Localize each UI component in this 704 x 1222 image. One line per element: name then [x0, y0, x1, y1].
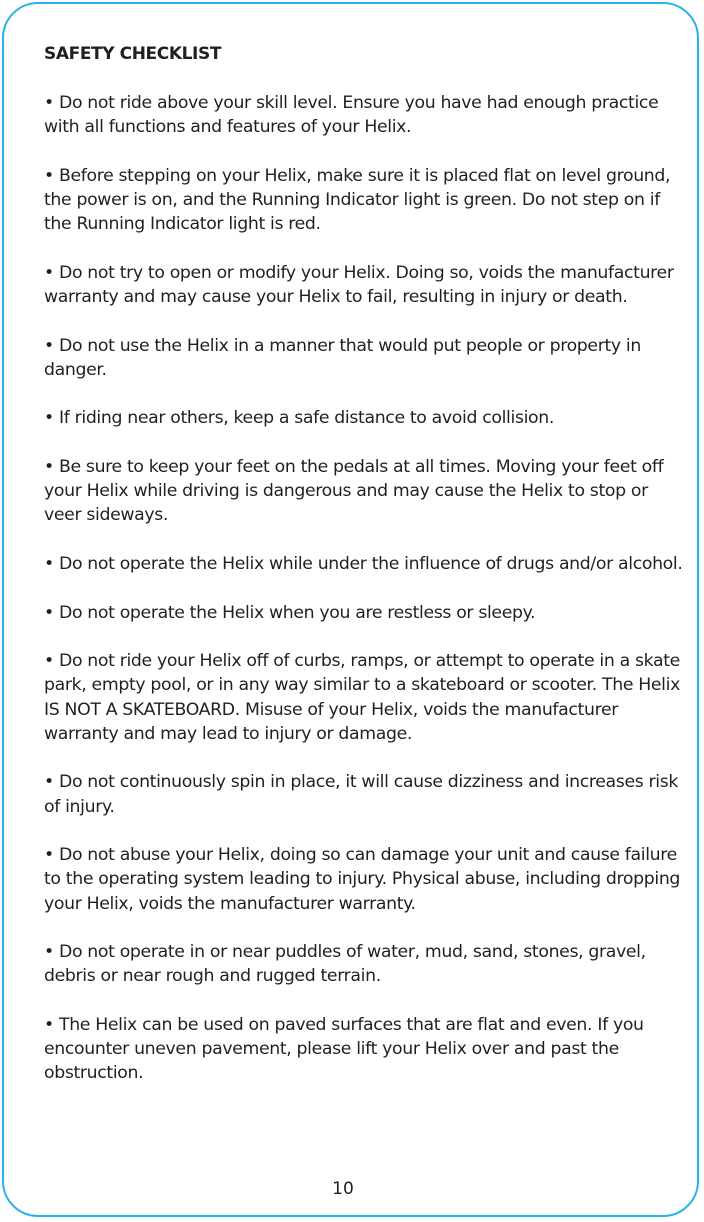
checklist-item: • Do not operate the Helix when you are restless or sleepy. — [44, 602, 536, 623]
checklist-item: • Do not ride above your skill level. Ensure you have had enough practice with all functions and features of your Helix. — [44, 93, 659, 138]
checklist-item: • The Helix can be used on paved surfaces that are flat and even. If you encounter uneven pavement, please lift your Helix over and past the obstruction. — [44, 1014, 644, 1084]
page-title: SAFETY CHECKLIST — [44, 44, 222, 64]
safety-checklist-section — [44, 42, 684, 1110]
checklist-item: • Do not abuse your Helix, doing so can damage your unit and cause failure to the operating system leading to injury. Physical abuse, including dropping your Helix, voids the manufacturer warranty. — [44, 845, 681, 914]
checklist-item: • Do not use the Helix in a manner that would put people or property in danger. — [44, 335, 641, 380]
page-number-container — [0, 1178, 704, 1200]
checklist-item: • Before stepping on your Helix, make sure it is placed flat on level ground, the power is on, and the Running Indicator light is green. Do not step on if the Running Indicator light is red. — [44, 165, 671, 235]
checklist-item: • Do not continuously spin in place, it will cause dizziness and increases risk of injury. — [44, 772, 679, 817]
checklist-item: • Do not operate in or near puddles of water, mud, sand, stones, gravel, debris or near rough and rugged terrain. — [44, 942, 646, 987]
checklist-item: • Do not try to open or modify your Helix. Doing so, voids the manufacturer warranty and may cause your Helix to fail, resulting in injury or death. — [44, 262, 674, 307]
checklist-item: • Do not operate the Helix while under the influence of drugs and/or alcohol. — [44, 553, 683, 574]
page-number: 10 — [332, 1179, 354, 1199]
checklist-item: • If riding near others, keep a safe distance to avoid collision. — [44, 408, 555, 429]
checklist-item: • Do not ride your Helix off of curbs, ramps, or attempt to operate in a skate park, empty pool, or in any way similar to a skateboard or scooter. The Helix IS NOT A SKATEBOARD. Misuse of your Helix, voids the manufacturer warranty and may lead to injury or damage. — [44, 651, 680, 744]
checklist-item: • Be sure to keep your feet on the pedals at all times. Moving your feet off your Helix while driving is dangerous and may cause the Helix to stop or veer sideways. — [44, 456, 664, 526]
